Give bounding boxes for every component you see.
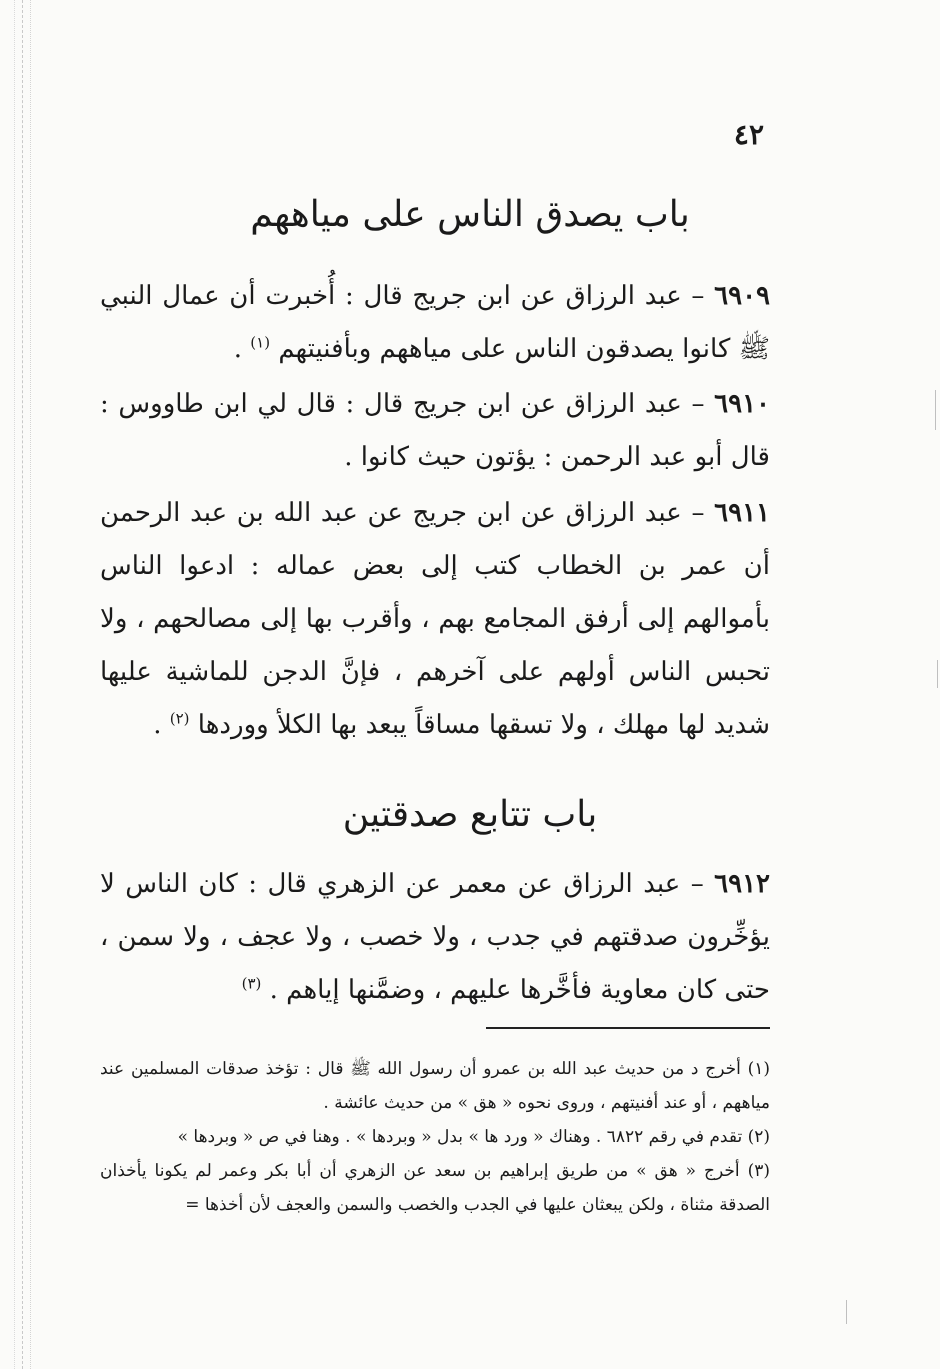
scan-edge-line bbox=[22, 0, 23, 1369]
hadith-text: عبد الرزاق عن معمر عن الزهري قال : كان الناس لا يؤخِّرون صدقتهم في جدب ، ولا خصب ، ولا عجف ، ولا سمن ، حتى كان معاوية فأخَّرها عليهم ، وضمَّنها إياهم . bbox=[100, 869, 770, 1005]
scan-edge-line bbox=[30, 0, 31, 1369]
scan-artifact bbox=[937, 660, 938, 688]
hadith-entry: ٦٩١١ – عبد الرزاق عن ابن جريج عن عبد الله بن عبد الرحمن أن عمر بن الخطاب كتب إلى بعض عماله : ادعوا الناس بأموالهم إلى أرفق المجامع بهم ، وأقرب بها إلى مصالحهم ، ولا تحبس الناس أولهم على آخرهم ، فإنَّ الدجن للماشية عليها شديد لها مهلك ، ولا تسقها مساقاً يبعد بها الكلأ ووردها $^{(٢)}$ . bbox=[100, 498, 771, 740]
chapter-title: باب تتابع صدقتين bbox=[342, 794, 598, 835]
chapter-title: باب يصدق الناس على مياههم bbox=[250, 194, 690, 235]
scan-artifact bbox=[935, 390, 936, 430]
hadith-text: عبد الرزاق عن ابن جريج قال : أُخبرت أن عمال النبي ﷺ كانوا يصدقون الناس على مياههم وبأفنيتهم bbox=[100, 281, 770, 364]
page-number: ٤٢ bbox=[733, 118, 764, 151]
footnotes bbox=[100, 1052, 770, 1222]
footnote: (١) أخرج د من حديث عبد الله بن عمرو أن رسول الله ﷺ قال : تؤخذ صدقات المسلمين عند مياههم ، أو عند أفنيتهم ، وروى نحوه « هق » من حديث عائشة . bbox=[100, 1059, 770, 1113]
hadith-number: ٦٩١٢ bbox=[714, 869, 771, 899]
footnote-reference[interactable]: (٢) bbox=[169, 709, 190, 728]
hadith-number: ٦٩١١ bbox=[714, 498, 771, 528]
hadith-text: عبد الرزاق عن ابن جريج قال : قال لي ابن طاووس : قال أبو عبد الرحمن : يؤتون حيث كانوا . bbox=[100, 389, 770, 472]
hadith-number: ٦٩٠٩ bbox=[714, 281, 771, 311]
footnote-divider bbox=[486, 1027, 770, 1029]
hadith-text: عبد الرزاق عن ابن جريج عن عبد الله بن عبد الرحمن أن عمر بن الخطاب كتب إلى بعض عماله : ادعوا الناس بأموالهم إلى أرفق المجامع بهم ، وأقرب بها إلى مصالحهم ، ولا تحبس الناس أولهم على آخرهم ، فإنَّ الدجن للماشية عليها شديد لها مهلك ، ولا تسقها مساقاً يبعد بها الكلأ ووردها bbox=[100, 498, 770, 740]
hadith-tail: . bbox=[233, 334, 242, 364]
footnote-reference[interactable]: (١) bbox=[250, 333, 271, 352]
scan-edge-line bbox=[14, 0, 15, 1369]
hadith-entry: ٦٩٠٩ – عبد الرزاق عن ابن جريج قال : أُخبرت أن عمال النبي ﷺ كانوا يصدقون الناس على مياههم وبأفنيتهم $^{(١)}$ . bbox=[100, 281, 771, 364]
footnote-reference[interactable]: (٣) bbox=[241, 974, 262, 993]
footnote: (٣) أخرج « هق » من طريق إبراهيم بن سعد عن الزهري أن أبا بكر وعمر لم يكونا يأخذان الصدقة مثناة ، ولكن يبعثان عليها في الجدب والخصب والسمن والعجف لأن أخذها = bbox=[100, 1161, 770, 1215]
hadith-tail: . bbox=[153, 710, 162, 740]
hadith-entry: ٦٩١٢ – عبد الرزاق عن معمر عن الزهري قال : كان الناس لا يؤخِّرون صدقتهم في جدب ، ولا خصب ، ولا عجف ، ولا سمن ، حتى كان معاوية فأخَّرها عليهم ، وضمَّنها إياهم . $^{(٣)}$ bbox=[100, 869, 771, 1005]
hadith-entry: ٦٩١٠ – عبد الرزاق عن ابن جريج قال : قال لي ابن طاووس : قال أبو عبد الرحمن : يؤتون حيث كانوا . bbox=[100, 389, 771, 472]
footnote: (٢) تقدم في رقم ٦٨٢٢ . وهناك « ورد ها » بدل « وبردها » . وهنا في ص « وبردها » bbox=[177, 1127, 770, 1147]
hadith-number: ٦٩١٠ bbox=[714, 389, 771, 419]
scan-artifact bbox=[846, 1300, 847, 1324]
